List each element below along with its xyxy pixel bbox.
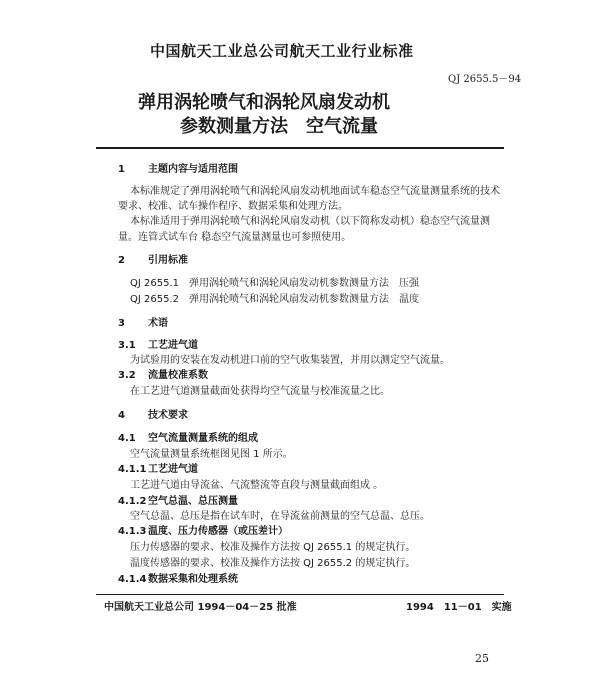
subsection-4-1-heading: 4.1 空气流量测量系统的组成 <box>118 433 258 444</box>
subsection-4-1-2-text: 空气总温、总压是指在试车时，在导流盆前测量的空气总温、总压。 <box>130 511 430 522</box>
subsection-3-2-text: 在工艺进气道测量截面处获得均空气流量与校准流量之比。 <box>130 386 390 397</box>
section-heading-4: 4 技术要求 <box>118 410 188 421</box>
subsection-4-1-1-heading: 4.1.1 工艺进气道 <box>118 464 198 475</box>
subsection-4-1-3-heading: 4.1.3 温度、压力传感器（或压差计） <box>118 526 288 537</box>
section1-paragraph1-line2: 要求、校准、试车操作程序、数据采集和处理方法。 <box>118 201 348 212</box>
reference-qj2655-2: QJ 2655.2 弹用涡轮喷气和涡轮风扇发动机参数测量方法 温度 <box>130 294 419 305</box>
issuing-organization: 中国航天工业总公司航天工业行业标准 <box>150 42 414 60</box>
document-title-line2: 参数测量方法 空气流量 <box>180 116 378 137</box>
subsection-3-1-text: 为试验用的安装在发动机进口前的空气收集装置，并用以测定空气流量。 <box>130 355 450 366</box>
top-rule <box>96 147 504 149</box>
bottom-rule <box>96 594 504 595</box>
subsection-3-2-heading: 3.2 流量校准系数 <box>118 370 208 381</box>
subsection-4-1-3-text2: 温度传感器的要求、校准及操作方法按 QJ 2655.2 的规定执行。 <box>130 558 416 569</box>
section1-paragraph1-line1: 本标准规定了弹用涡轮喷气和涡轮风扇发动机地面试车稳态空气流量测量系统的技术 <box>130 186 500 197</box>
section-heading-2: 2 引用标准 <box>118 255 188 266</box>
section1-paragraph2-line2: 量。连管式试车台 稳态空气流量测量也可参照使用。 <box>118 232 352 243</box>
page-number: 25 <box>475 652 489 665</box>
subsection-4-1-4-heading: 4.1.4 数据采集和处理系统 <box>118 574 238 585</box>
subsection-4-1-2-heading: 4.1.2 空气总温、总压测量 <box>118 496 238 507</box>
subsection-4-1-text: 空气流量测量系统框图见图 1 所示。 <box>130 449 293 460</box>
section-heading-1: 1 主题内容与适用范围 <box>118 164 238 175</box>
implementation-date: 1994 11－01 实施 <box>406 602 512 613</box>
document-title-line1: 弹用涡轮喷气和涡轮风扇发动机 <box>138 92 390 113</box>
section1-paragraph2-line1: 本标准适用于弹用涡轮喷气和涡轮风扇发动机（以下简称发动机）稳态空气流量测 <box>130 216 490 227</box>
subsection-3-1-heading: 3.1 工艺进气道 <box>118 340 198 351</box>
reference-qj2655-1: QJ 2655.1 弹用涡轮喷气和涡轮风扇发动机参数测量方法 压强 <box>130 278 419 289</box>
subsection-4-1-1-text: 工艺进气道由导流盆、气流整流等直段与测量截面组成 。 <box>130 480 384 491</box>
subsection-4-1-3-text1: 压力传感器的要求、校准及操作方法按 QJ 2655.1 的规定执行。 <box>130 542 416 553</box>
section-heading-3: 3 术语 <box>118 318 168 329</box>
standard-code: QJ 2655.5－94 <box>448 74 522 85</box>
approval-date: 中国航天工业总公司 1994－04－25 批准 <box>104 602 297 613</box>
